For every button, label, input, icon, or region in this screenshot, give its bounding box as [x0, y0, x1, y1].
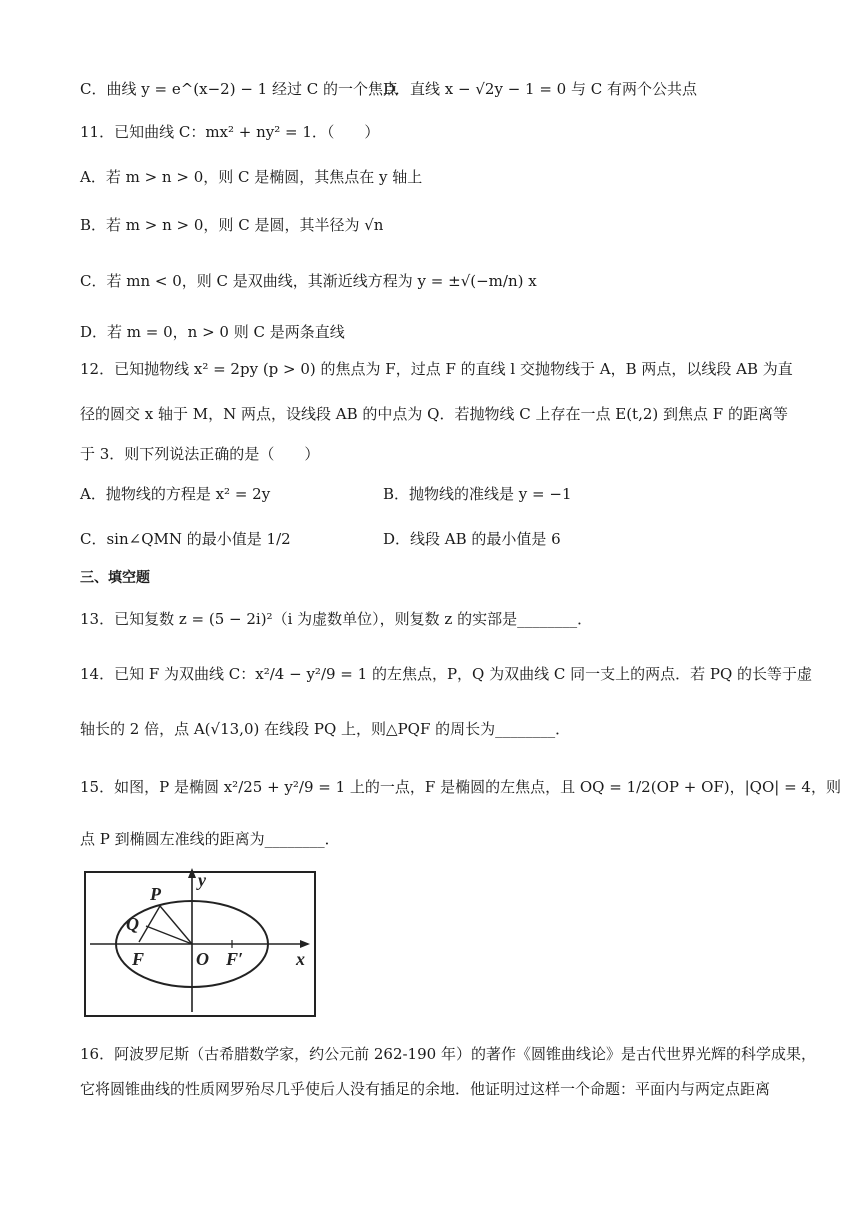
q12-option-d: D．线段 AB 的最小值是 6: [383, 530, 561, 548]
q11-option-c: C．若 mn < 0，则 C 是双曲线，其渐近线方程为 y = ±√(−m/n) x: [80, 272, 537, 290]
label-f-prime: F′: [226, 949, 244, 969]
q11-stem: 11．已知曲线 C：mx² + ny² = 1．（ ）: [80, 123, 380, 141]
q12-line-1: 12．已知抛物线 x² = 2py (p > 0) 的焦点为 F，过点 F 的直线 l 交抛物线于 A，B 两点，以线段 AB 为直: [80, 360, 793, 378]
q13: 13．已知复数 z = (5 − 2i)²（i 为虚数单位），则复数 z 的实部是________．: [80, 610, 593, 628]
section-heading-fill-in: 三、填空题: [80, 570, 150, 586]
q15-line-2: 点 P 到椭圆左准线的距离为________．: [80, 830, 340, 848]
q11-option-a: A．若 m > n > 0，则 C 是椭圆，其焦点在 y 轴上: [80, 168, 423, 186]
label-y: y: [198, 870, 206, 890]
label-f: F: [132, 949, 145, 969]
q12-line-3: 于 3．则下列说法正确的是（ ）: [80, 445, 320, 463]
label-o: O: [196, 949, 209, 969]
label-q: Q: [126, 914, 139, 934]
q12-option-c: C．sin∠QMN 的最小值是 1/2: [80, 530, 291, 548]
q16-line-1: 16．阿波罗尼斯（古希腊数学家，约公元前 262-190 年）的著作《圆锥曲线论》是古代世界光辉的科学成果，: [80, 1045, 816, 1063]
q11-option-b: B．若 m > n > 0，则 C 是圆，其半径为 √n: [80, 216, 384, 234]
q15-line-1: 15．如图，P 是椭圆 x²/25 + y²/9 = 1 上的一点，F 是椭圆的左焦点，且 OQ = 1/2(OP + OF)，|QO| = 4，则: [80, 778, 841, 796]
x-axis-arrow-icon: [300, 940, 310, 948]
q12-option-a: A．抛物线的方程是 x² = 2y: [80, 485, 271, 503]
q14-line-2: 轴长的 2 倍，点 A(√13,0) 在线段 PQ 上，则△PQF 的周长为________．: [80, 720, 571, 738]
q10-option-c: C．曲线 y = e^(x−2) − 1 经过 C 的一个焦点: [80, 80, 398, 98]
q16-line-2: 它将圆锥曲线的性质网罗殆尽几乎使后人没有插足的余地．他证明过这样一个命题：平面内与两定点距离: [80, 1080, 771, 1098]
q10-option-d: D．直线 x − √2y − 1 = 0 与 C 有两个公共点: [383, 80, 698, 98]
label-p: P: [150, 884, 161, 904]
label-x: x: [296, 949, 305, 969]
q12-line-2: 径的圆交 x 轴于 M，N 两点，设线段 AB 的中点为 Q．若抛物线 C 上存在一点 E(t,2) 到焦点 F 的距离等: [80, 405, 788, 423]
q12-option-b: B．抛物线的准线是 y = −1: [383, 485, 572, 503]
ellipse-figure: [84, 862, 317, 1018]
q11-option-d: D．若 m = 0，n > 0 则 C 是两条直线: [80, 323, 345, 341]
q14-line-1: 14．已知 F 为双曲线 C：x²/4 − y²/9 = 1 的左焦点，P，Q 为双曲线 C 同一支上的两点．若 PQ 的长等于虚: [80, 665, 813, 683]
